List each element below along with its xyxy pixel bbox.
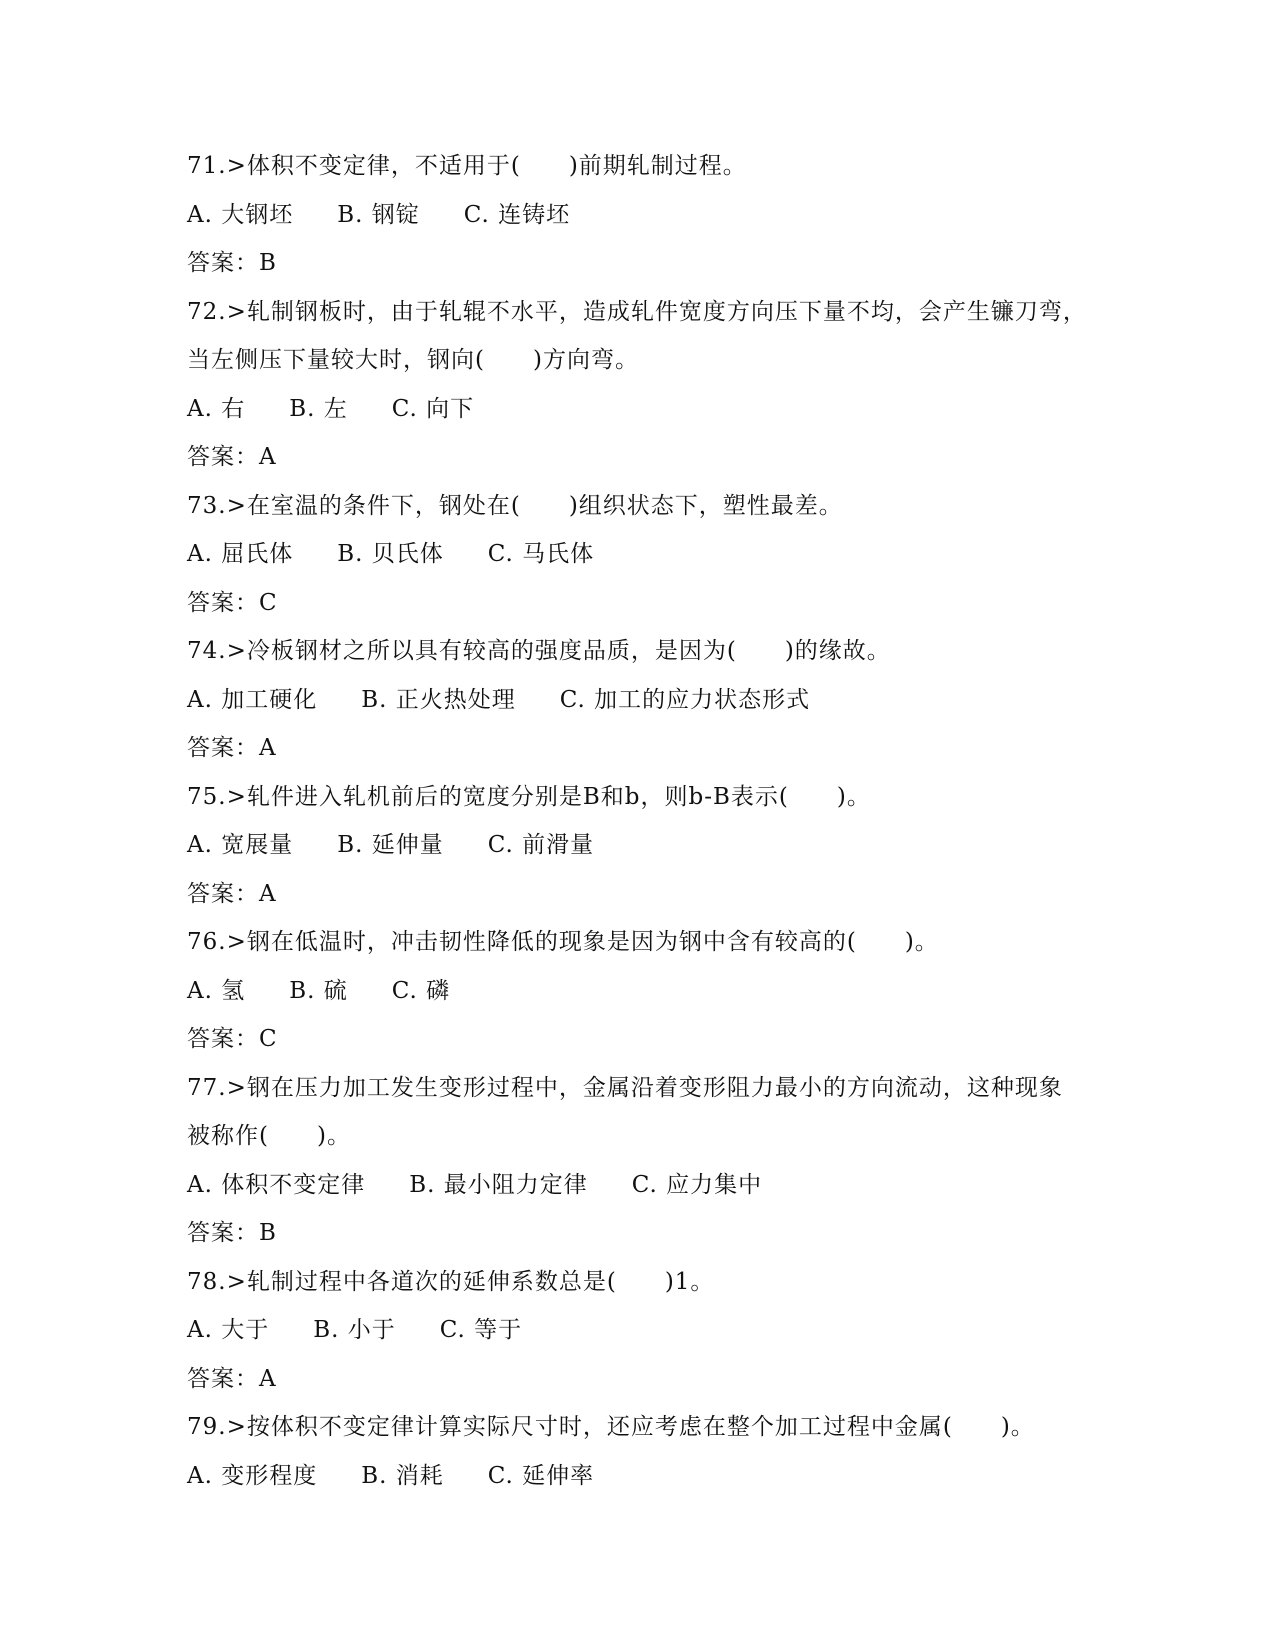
option-c: C. 延伸率	[487, 1462, 595, 1489]
options-row	[187, 191, 1087, 240]
option-b: B. 最小阻力定律	[409, 1171, 588, 1198]
option-a: A. 加工硬化	[187, 686, 318, 713]
answer-line: 答案：B	[187, 250, 277, 276]
question-text: 74.>冷板钢材之所以具有较高的强度品质，是因为( )的缘故。	[187, 638, 891, 664]
question-text-continued: 当左侧压下量较大时，钢向( )方向弯。	[187, 347, 639, 373]
question-text: 72.>轧制钢板时，由于轧辊不水平，造成轧件宽度方向压下量不均，会产生镰刀弯，	[187, 298, 1087, 325]
option-c: C. 等于	[439, 1317, 523, 1343]
question-text: 79.>按体积不变定律计算实际尺寸时，还应考虑在整个加工过程中金属( )。	[187, 1414, 1035, 1440]
question-text: 77.>钢在压力加工发生变形过程中，金属沿着变形阻力最小的方向流动，这种现象	[187, 1074, 1063, 1101]
option-a: A. 变形程度	[187, 1462, 318, 1489]
option-c: C. 加工的应力状态形式	[559, 686, 811, 713]
option-b: B. 钢锭	[337, 201, 420, 228]
answer-line: 答案：A	[187, 1365, 277, 1392]
question-text-continued: 被称作( )。	[187, 1123, 351, 1149]
question-text: 73.>在室温的条件下，钢处在( )组织状态下，塑性最差。	[187, 492, 843, 519]
option-c: C. 马氏体	[487, 541, 595, 567]
option-c: C. 应力集中	[631, 1171, 763, 1198]
option-b: B. 延伸量	[337, 832, 444, 858]
options-row	[187, 1306, 1087, 1355]
question-text: 75.>轧件进入轧机前后的宽度分别是B和b，则b-B表示( )。	[187, 783, 871, 810]
option-b: B. 小于	[313, 1317, 396, 1343]
option-b: B. 正火热处理	[361, 686, 516, 713]
option-c: C. 磷	[391, 977, 451, 1004]
options-row	[187, 967, 1087, 1016]
answer-line: 答案：C	[187, 1026, 278, 1052]
option-b: B. 左	[289, 395, 348, 422]
question-text: 78.>轧制过程中各道次的延伸系数总是( )1。	[187, 1268, 715, 1295]
option-a: A. 宽展量	[187, 832, 294, 858]
options-row	[187, 676, 1087, 725]
options-row	[187, 530, 1087, 579]
option-a: A. 屈氏体	[187, 541, 294, 567]
option-a: A. 右	[187, 395, 246, 422]
option-a: A. 大钢坯	[187, 201, 294, 228]
question-text: 76.>钢在低温时，冲击韧性降低的现象是因为钢中含有较高的( )。	[187, 929, 939, 955]
option-a: A. 体积不变定律	[187, 1171, 366, 1198]
options-row	[187, 385, 1087, 434]
question-text: 71.>体积不变定律，不适用于( )前期轧制过程。	[187, 153, 747, 179]
answer-line: 答案：B	[187, 1220, 277, 1246]
option-b: B. 贝氏体	[337, 541, 444, 567]
option-a: A. 大于	[187, 1317, 270, 1343]
answer-line: 答案：A	[187, 735, 277, 761]
option-a: A. 氢	[187, 977, 246, 1004]
option-c: C. 向下	[391, 395, 475, 422]
options-row	[187, 1452, 1087, 1501]
answer-line: 答案：A	[187, 444, 277, 470]
question-list	[187, 142, 1087, 1500]
option-c: C. 前滑量	[487, 832, 595, 858]
option-b: B. 硫	[289, 977, 348, 1004]
answer-line: 答案：C	[187, 589, 278, 616]
option-b: B. 消耗	[361, 1462, 444, 1489]
options-row	[187, 821, 1087, 870]
answer-line: 答案：A	[187, 880, 277, 907]
options-row	[187, 1161, 1087, 1210]
option-c: C. 连铸坯	[463, 201, 571, 228]
